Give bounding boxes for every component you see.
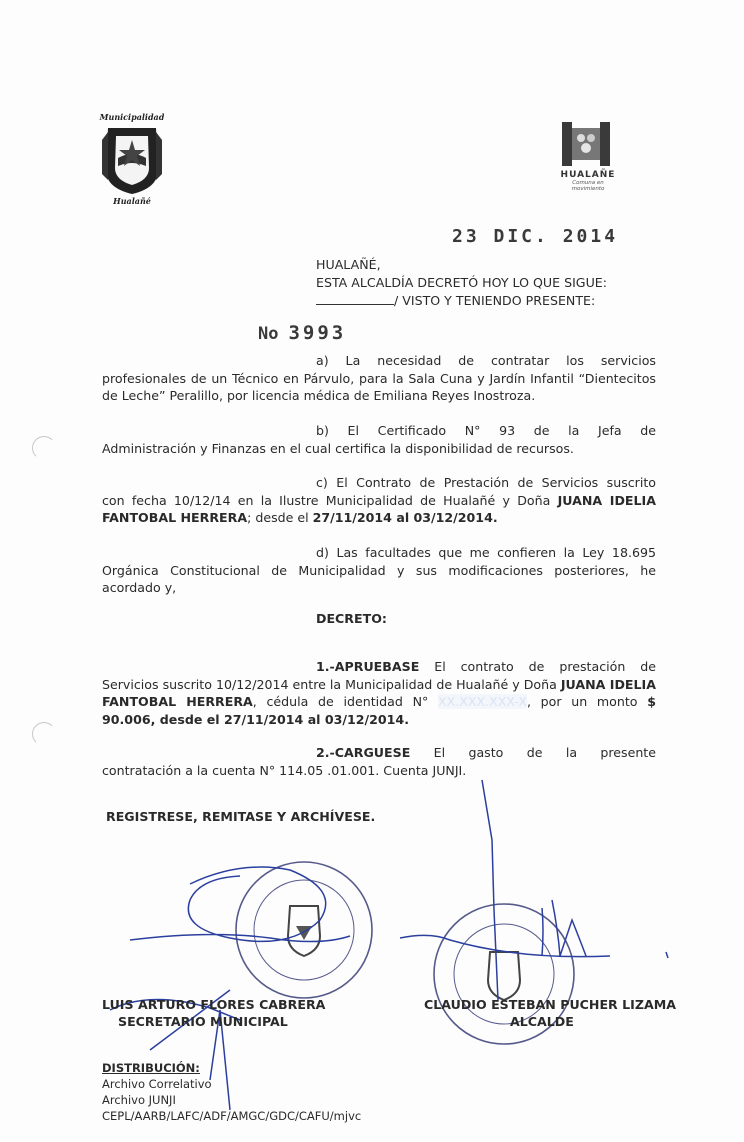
article-2-first-line bbox=[102, 744, 656, 762]
distribution-heading: DISTRIBUCIÓN: bbox=[102, 1061, 200, 1075]
article-1-lead: El contrato de prestación de bbox=[419, 659, 656, 674]
consideration-d-body: Orgánica Constitucional de Municipalidad y sus modificaciones posteriores, he acordado y, bbox=[102, 562, 656, 596]
brand-name: HUALAÑE bbox=[560, 170, 616, 180]
decree-number-prefix: No bbox=[258, 324, 279, 344]
article-2-body: contratación a la cuenta N° 114.05 .01.001. Cuenta JUNJI. bbox=[102, 762, 467, 778]
distribution-line: Archivo Correlativo bbox=[102, 1077, 212, 1091]
consideration-c-text: con fecha 10/12/14 en la Ilustre Municipalidad de Hualañé y Doña bbox=[102, 492, 558, 508]
decreto-heading: DECRETO: bbox=[316, 611, 387, 626]
redacted-id-number: XX.XXX.XXX-X bbox=[438, 694, 527, 710]
punch-hole bbox=[32, 436, 56, 460]
visto-line bbox=[316, 292, 595, 310]
consideration-b bbox=[102, 422, 656, 457]
consideration-a-first-line: a) La necesidad de contratar los servicios bbox=[316, 353, 656, 368]
consideration-c-body bbox=[102, 492, 656, 527]
article-1-text-3: , por un monto bbox=[526, 694, 648, 710]
contractor-name: JUANA IDELIA FANTOBAL HERRERA bbox=[102, 492, 656, 526]
distribution-line: CEPL/AARB/LAFC/ADF/AMGC/GDC/CAFU/mjvc bbox=[102, 1109, 362, 1123]
date-stamp: 23 DIC. 2014 bbox=[452, 226, 619, 247]
article-1-contractor: JUANA IDELIA FANTOBAL HERRERA bbox=[102, 676, 656, 710]
consideration-b-first-line: b) El Certificado N° 93 de la Jefa de bbox=[316, 423, 656, 438]
article-1-text-2: , cédula de identidad N° bbox=[252, 694, 438, 710]
article-1-text: Servicios suscrito 10/12/2014 entre la Municipalidad de Hualañé y Doña bbox=[102, 676, 561, 692]
mayor-title: ALCALDE bbox=[510, 1014, 574, 1029]
article-2-lead: El gasto de la presente bbox=[410, 745, 656, 760]
brand-h-icon bbox=[556, 122, 620, 166]
secretary-title: SECRETARIO MUNICIPAL bbox=[118, 1014, 288, 1029]
decree-number bbox=[258, 322, 346, 344]
article-1-label: 1.-APRUEBASE bbox=[316, 659, 420, 674]
distribution-block bbox=[102, 1060, 361, 1124]
article-2-label: 2.-CARGUESE bbox=[316, 745, 411, 760]
consideration-c-first-line: c) El Contrato de Prestación de Servicios suscrito bbox=[316, 475, 656, 490]
brand-tagline: Comuna en movimiento bbox=[571, 180, 605, 192]
contract-period: 27/11/2014 al 03/12/2014. bbox=[312, 510, 498, 526]
article-1 bbox=[102, 658, 656, 728]
visto-text: / VISTO Y TENIENDO PRESENTE: bbox=[394, 293, 596, 308]
consideration-c-text-2: ; desde el bbox=[247, 510, 313, 526]
hualane-brand-logo bbox=[556, 122, 620, 196]
blank-underline bbox=[316, 294, 394, 305]
crest-bottom-text: Hualañé bbox=[113, 196, 151, 206]
municipal-crest-logo bbox=[96, 110, 168, 206]
decree-number-value: 3993 bbox=[288, 322, 347, 344]
consideration-b-body: Administración y Finanzas en el cual certifica la disponibilidad de recursos. bbox=[102, 440, 574, 456]
opening-line: ESTA ALCALDÍA DECRETÓ HOY LO QUE SIGUE: bbox=[316, 275, 607, 290]
article-1-amount-period: $ 90.006, desde el 27/11/2014 al 03/12/2014. bbox=[102, 694, 656, 727]
secretary-name: LUIS ARTURO FLORES CABRERA bbox=[102, 997, 326, 1012]
distribution-line: Archivo JUNJI bbox=[102, 1093, 176, 1107]
consideration-c bbox=[102, 474, 656, 527]
article-1-body bbox=[102, 676, 656, 729]
mayor-signature-icon bbox=[400, 780, 668, 1000]
consideration-d bbox=[102, 544, 656, 597]
article-1-first-line bbox=[102, 658, 656, 676]
punch-hole bbox=[32, 722, 56, 746]
secretary-seal-icon bbox=[236, 862, 372, 998]
place-line: HUALAÑÉ, bbox=[316, 257, 381, 272]
consideration-a-body: profesionales de un Técnico en Párvulo, para la Sala Cuna y Jardín Infantil “Dientecitos de Leche” Peralillo, por licencia médica de Emiliana Reyes Inostroza. bbox=[102, 370, 656, 404]
crest-top-text: Municipalidad bbox=[99, 112, 165, 122]
consideration-a bbox=[102, 352, 656, 405]
closing-line: REGISTRESE, REMITASE Y ARCHÍVESE. bbox=[106, 809, 376, 824]
consideration-d-first-line: d) Las facultades que me confieren la Ley 18.695 bbox=[316, 545, 656, 560]
mayor-name: CLAUDIO ESTEBAN PUCHER LIZAMA bbox=[424, 997, 677, 1012]
